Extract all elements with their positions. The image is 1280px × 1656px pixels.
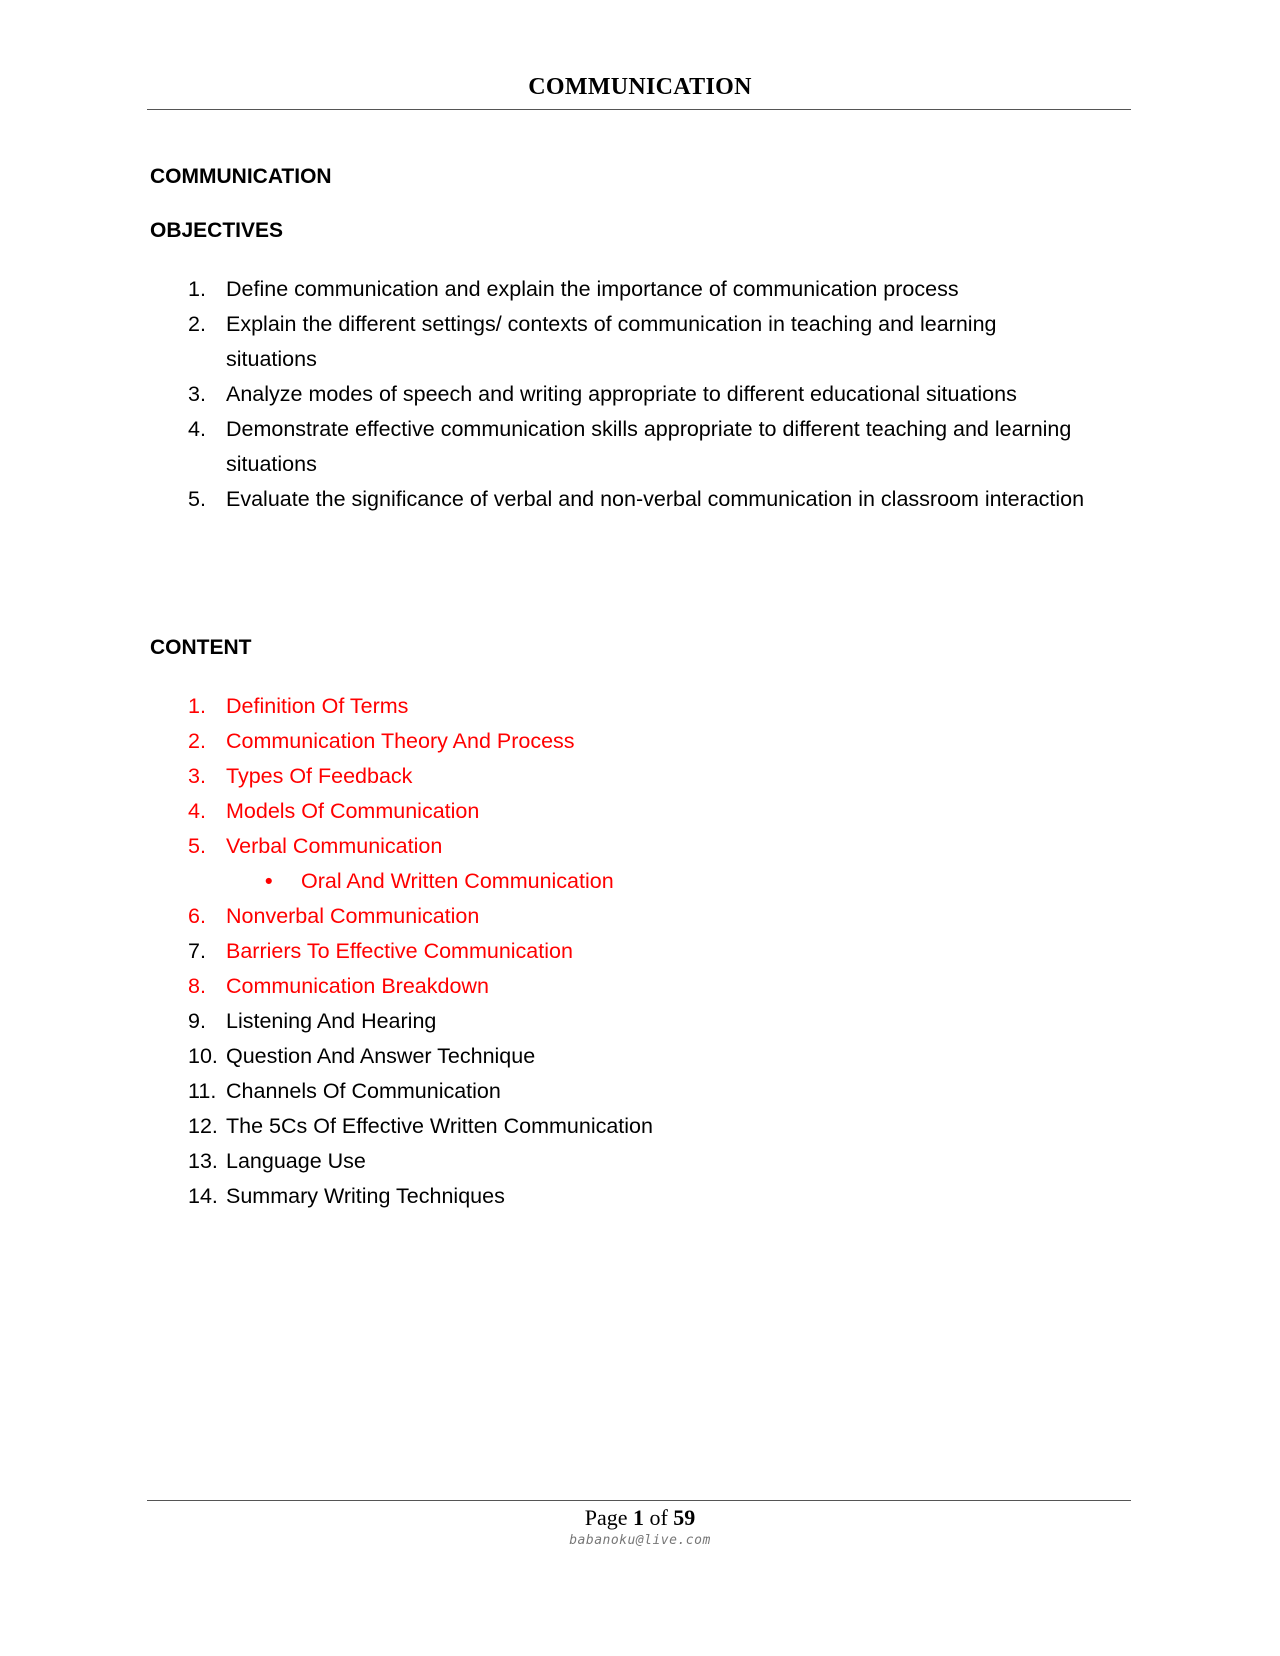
- list-number: 10.: [188, 1044, 218, 1068]
- content-link-text: Definition Of Terms: [226, 694, 409, 718]
- content-link-text: Oral And Written Communication: [301, 869, 614, 893]
- content-link-text: Types Of Feedback: [226, 764, 413, 788]
- content-item-communication-breakdown[interactable]: [150, 969, 1090, 1004]
- objective-text: Explain the different settings/ contexts of communication in teaching and learning situations: [226, 312, 997, 371]
- list-number: 1.: [188, 694, 206, 718]
- content-text: Language Use: [226, 1149, 366, 1173]
- header-title: COMMUNICATION: [528, 74, 752, 100]
- content-link-text: Models Of Communication: [226, 799, 480, 823]
- content-item-definition-of-terms[interactable]: [150, 689, 1090, 724]
- content-link-text: Communication Breakdown: [226, 974, 489, 998]
- content-text: Summary Writing Techniques: [226, 1184, 505, 1208]
- objective-item: [150, 307, 1090, 377]
- objective-text: Analyze modes of speech and writing appropriate to different educational situations: [226, 382, 1017, 406]
- content-item-barriers[interactable]: [150, 934, 1090, 969]
- content-item-summary-writing: [150, 1179, 1090, 1214]
- content-text: Listening And Hearing: [226, 1009, 437, 1033]
- content-item-nonverbal-communication[interactable]: [150, 899, 1090, 934]
- list-number: 8.: [188, 974, 206, 998]
- page-indicator: [0, 1505, 1280, 1531]
- objectives-heading: OBJECTIVES: [150, 219, 284, 242]
- content-item-communication-theory[interactable]: [150, 724, 1090, 759]
- content-subitem-oral-written[interactable]: [150, 864, 1090, 899]
- footer-email: babanoku@live.com: [569, 1533, 711, 1548]
- objective-text: Demonstrate effective communication skills appropriate to different teaching and learning situations: [226, 417, 1072, 476]
- content-item-5cs: [150, 1109, 1090, 1144]
- list-number: 11.: [188, 1079, 217, 1103]
- list-number: 12.: [188, 1114, 218, 1138]
- section-title: COMMUNICATION: [150, 165, 332, 188]
- list-number: 4.: [188, 417, 206, 441]
- content-text: The 5Cs Of Effective Written Communication: [226, 1114, 653, 1138]
- list-number: 1.: [188, 277, 206, 301]
- objective-item: [150, 272, 1090, 307]
- content-link-text: Nonverbal Communication: [226, 904, 480, 928]
- list-number: 5.: [188, 487, 206, 511]
- objective-text: Evaluate the significance of verbal and non-verbal communication in classroom interaction: [226, 487, 1085, 511]
- content-text: Question And Answer Technique: [226, 1044, 536, 1068]
- footer-divider: [147, 1500, 1131, 1501]
- page-of: of: [649, 1505, 668, 1530]
- objective-item: [150, 482, 1090, 517]
- list-number: 9.: [188, 1009, 206, 1033]
- objective-item: [150, 377, 1090, 412]
- list-number: 3.: [188, 382, 206, 406]
- objective-text: Define communication and explain the importance of communication process: [226, 277, 959, 301]
- list-number: 13.: [188, 1149, 218, 1173]
- objective-item: [150, 412, 1090, 482]
- content-item-models-of-communication[interactable]: [150, 794, 1090, 829]
- list-number: 3.: [188, 764, 206, 788]
- page-total: 59: [673, 1505, 696, 1530]
- content-item-types-of-feedback[interactable]: [150, 759, 1090, 794]
- content-item-channels: [150, 1074, 1090, 1109]
- content-list: [150, 689, 1090, 1214]
- content-link-text: Barriers To Effective Communication: [226, 939, 573, 963]
- list-number: 4.: [188, 799, 206, 823]
- content-item-listening-hearing: [150, 1004, 1090, 1039]
- objectives-list: [150, 272, 1090, 517]
- content-heading: CONTENT: [150, 636, 252, 659]
- page-number: 1: [632, 1505, 644, 1530]
- list-number: 2.: [188, 312, 206, 336]
- list-number: 14.: [188, 1184, 218, 1208]
- content-text: Channels Of Communication: [226, 1079, 501, 1103]
- list-number: 6.: [188, 904, 206, 928]
- list-number: 5.: [188, 834, 206, 858]
- page-prefix: Page: [584, 1505, 628, 1530]
- bullet-icon: •: [265, 869, 273, 893]
- content-link-text: Communication Theory And Process: [226, 729, 575, 753]
- content-link-text: Verbal Communication: [226, 834, 443, 858]
- header-divider: [147, 109, 1131, 110]
- list-number: 7.: [188, 939, 206, 963]
- content-item-verbal-communication[interactable]: [150, 829, 1090, 864]
- list-number: 2.: [188, 729, 206, 753]
- content-item-question-answer: [150, 1039, 1090, 1074]
- content-item-language-use: [150, 1144, 1090, 1179]
